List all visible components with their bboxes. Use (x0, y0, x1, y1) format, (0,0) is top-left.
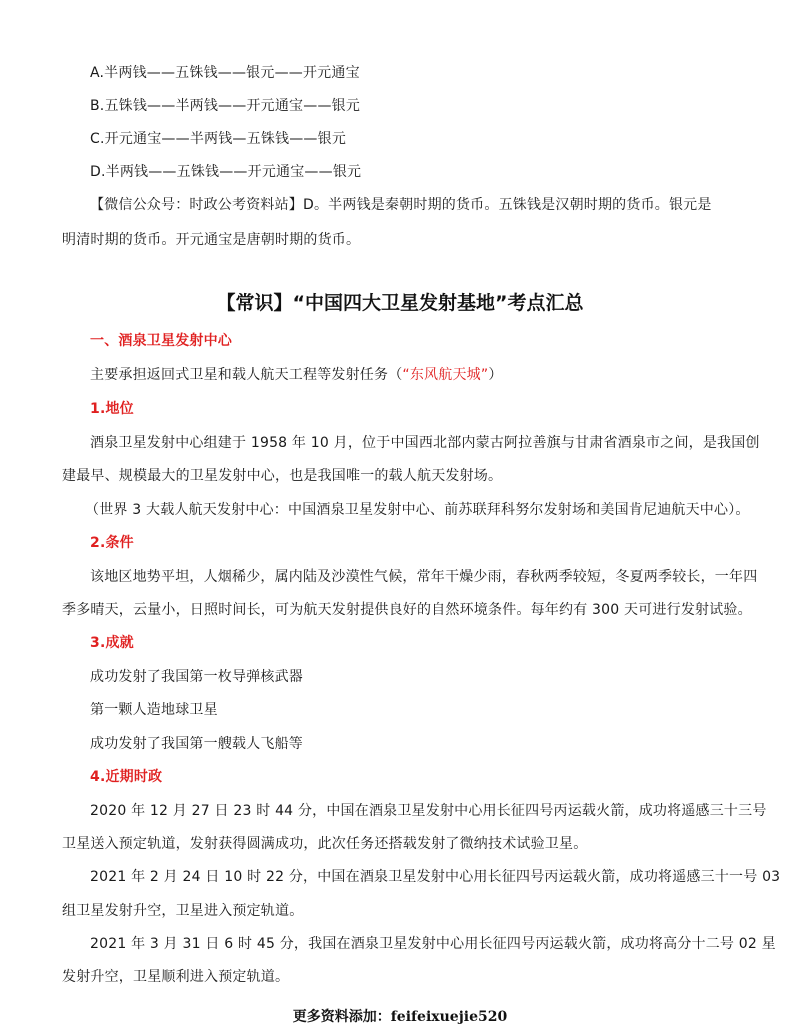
section1-intro (90, 364, 503, 384)
option-c: C.开元通宝——半两钱—五铢钱——银元 (90, 131, 347, 147)
recent-p1-line2: 卫星送入预定轨道，发射获得圆满成功，此次任务还搭载发射了微纳技术试验卫星。 (62, 836, 588, 852)
answer-line-2: 明清时期的货币。开元通宝是唐朝时期的货币。 (62, 232, 361, 248)
achievement-item-1: 成功发射了我国第一枚导弹核武器 (90, 669, 303, 685)
option-a: A.半两钱——五铢钱——银元——开元通宝 (90, 65, 360, 81)
conditions-title: 2.条件 (90, 535, 134, 551)
achievement-item-3: 成功发射了我国第一艘载人飞船等 (90, 736, 303, 752)
recent-p3-line2: 发射升空，卫星顺利进入预定轨道。 (62, 969, 290, 985)
option-b: B.五铢钱——半两钱——开元通宝——银元 (90, 98, 361, 114)
recent-title: 4.近期时政 (90, 769, 163, 785)
recent-p3-line1: 2021 年 3 月 31 日 6 时 45 分，我国在酒泉卫星发射中心用长征四号丙运载火箭，成功将高分十二号 02 星 (90, 936, 776, 952)
recent-p2-line1: 2021 年 2 月 24 日 10 时 22 分，中国在酒泉卫星发射中心用长征四号丙运载火箭，成功将遥感三十一号 03 (90, 869, 781, 885)
conditions-line2: 季多晴天，云量小，日照时间长，可为航天发射提供良好的自然环境条件。每年约有 300 天可进行发射试验。 (62, 602, 752, 618)
status-p1-line2: 建最早、规模最大的卫星发射中心，也是我国唯一的载人航天发射场。 (62, 468, 503, 484)
answer-line-1: 【微信公众号：时政公考资料站】D。半两钱是秦朝时期的货币。五铢钱是汉朝时期的货币。银元是 (90, 197, 712, 213)
recent-p2-line2: 组卫星发射升空，卫星进入预定轨道。 (62, 903, 304, 919)
intro-highlight: “东风航天城” (402, 367, 489, 383)
status-title: 1.地位 (90, 401, 134, 417)
achievement-item-2: 第一颗人造地球卫星 (90, 702, 218, 718)
recent-p1-line1: 2020 年 12 月 27 日 23 时 44 分，中国在酒泉卫星发射中心用长征四号丙运载火箭，成功将遥感三十三号 (90, 803, 767, 819)
option-d: D.半两钱——五铢钱——开元通宝——银元 (90, 164, 362, 180)
status-p2: （世界 3 大载人航天发射中心：中国酒泉卫星发射中心、前苏联拜科努尔发射场和美国肯尼迪航天中心）。 (85, 502, 750, 518)
intro-prefix: 主要承担返回式卫星和载人航天工程等发射任务（ (90, 367, 403, 383)
achievements-title: 3.成就 (90, 635, 134, 651)
section1-title: 一、酒泉卫星发射中心 (90, 333, 232, 349)
section-heading: 【常识】“中国四大卫星发射基地”考点汇总 (216, 292, 584, 314)
conditions-line1: 该地区地势平坦，人烟稀少，属内陆及沙漠性气候，常年干燥少雨，春秋两季较短，冬夏两季较长，一年四 (90, 569, 758, 585)
status-p1-line1: 酒泉卫星发射中心组建于 1958 年 10 月，位于中国西北部内蒙古阿拉善旗与甘肃省酒泉市之间，是我国创 (90, 435, 760, 451)
intro-suffix: ） (488, 367, 503, 383)
page-footer: 更多资料添加：feifeixuejie520 (292, 1009, 508, 1025)
